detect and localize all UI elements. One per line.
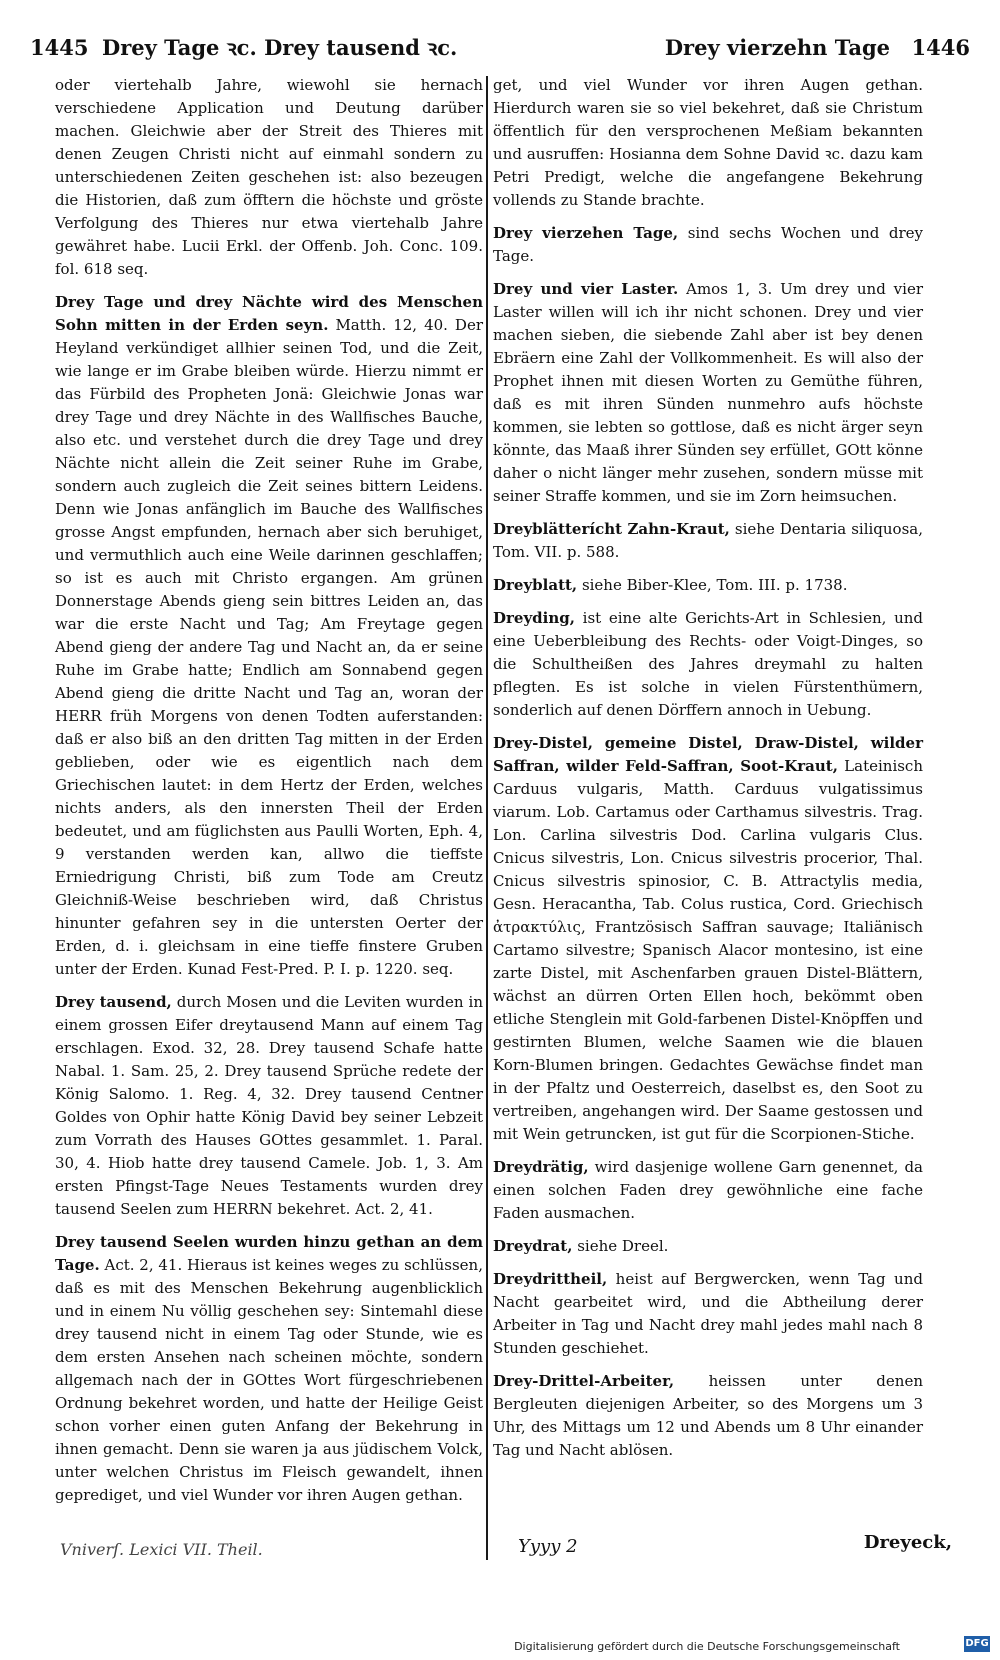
entry-text: durch Mosen und die Leviten wurden in einem grossen Eifer dreytausend Mann auf einem Tag erschlagen. Exod. 32, 28. Drey tausend Schafe hatte Nabal. 1. Sam. 25, 2. Drey tausend Sprüche redete der König Salomo. 1. Reg. 4, 32. Drey tausend Centner Goldes von Ophir hatte König David bey seiner Lebzeit zum Vorrath des Hauses GOttes gesammlet. 1. Paral. 30, 4. Hiob hatte drey tausend Camele. Job. 1, 3. Am ersten Pfingst-Tage Neues Testaments wurden drey tausend Seelen zum HERRN bekehret. Act. 2, 41. xyxy=(55,993,483,1218)
entry-text: heist auf Bergwercken, wenn Tag und Nacht gearbeitet wird, und die Abtheilung derer Arbeiter in Tag und Nacht drey mahl jedes mahl nach 8 Stunden geschiehet. xyxy=(493,1270,923,1357)
entry-text: heissen unter denen Bergleuten diejenigen Arbeiter, so des Morgens um 3 Uhr, des Mittags um 12 und Abends um 8 Uhr einander Tag und Nacht ablösen. xyxy=(493,1372,923,1459)
entry-text: siehe Biber-Klee, Tom. III. p. 1738. xyxy=(581,576,848,594)
entry-headword: Drey-Distel, gemeine Distel, Draw-Distel, wilder Saffran, wilder Feld-Saffran, Soot-Kraut, xyxy=(493,734,923,775)
entry xyxy=(493,1370,923,1462)
entry-text: wird dasjenige wollene Garn genennet, da einen solchen Faden drey gewöhnliche eine fache Faden ausmachen. xyxy=(493,1158,923,1222)
entry-headword: Dreyblätterícht Zahn-Kraut, xyxy=(493,520,730,538)
catchword: Dreyeck, xyxy=(863,1532,952,1553)
entry-headword: Drey tausend Seelen wurden hinzu gethan an dem Tage. xyxy=(55,1233,483,1274)
entry xyxy=(55,1231,483,1507)
entry-headword: Drey Tage und drey Nächte wird des Menschen Sohn mitten in der Erden seyn. xyxy=(55,293,483,334)
left-running-title: Drey Tage ꝛc. Drey tausend ꝛc. xyxy=(102,35,458,60)
volume-footer: Vniverſ. Lexici VII. Theil. xyxy=(60,1540,263,1559)
entry-text: Matth. 12, 40. Der Heyland verkündiget allhier seinen Tod, und die Zeit, wie lange er im Grabe bleiben würde. Hierzu nimmt er das Fürbild des Propheten Jonä: Gleichwie Jonas war drey Tage und drey Nächte in des Wallfisches Bauche, also etc. und verstehet durch die drey Tage und drey Nächte nicht allein die Zeit seiner Ruhe im Grabe, sondern auch zugleich die Zeit seines bittern Leidens. Denn wie Jonas anfänglich im Bauche des Wallfisches grosse Angst empfunden, hernach aber sich beruhiget, und vermuthlich auch eine Weile darinnen geschlaffen; so ist es auch mit Christo ergangen. Am grünen Donnerstage Abends gieng sein bittres Leiden an, das war die erste Nacht und Tag; Am Freytage gegen Abend gieng der andere Tag und Nacht an, da er seine Ruhe im Grabe hatte; Endlich am Sonnabend gegen Abend gieng die dritte Nacht und Tag an, woran der HERR früh Morgens von denen Todten auferstanden: daß er also biß an den dritten Tag mitten in der Erden geblieben, oder wie es eigentlich nach dem Griechischen lautet: in dem Hertz der Erden, welches nichts anders, als den innersten Theil der Erden bedeutet, und am füglichsten aus Paulli Worten, Eph. 4, 9 verstanden werden kan, allwo die tieffste Erniedrigung Christi, biß zum Tode am Creutz Gleichniß-Weise beschrieben wird, daß Christus hinunter gefahren sey in die untersten Oerter der Erden, d. i. gleichsam in eine tieffe finstere Gruben unter der Erden. Kunad Fest-Pred. P. I. p. 1220. seq. xyxy=(55,316,483,978)
entry xyxy=(493,1235,923,1258)
entry-text: sind sechs Wochen und drey Tage. xyxy=(493,224,923,265)
entry xyxy=(493,1156,923,1225)
entry xyxy=(493,518,923,564)
entry-headword: Dreyding, xyxy=(493,609,575,627)
entry-headword: Drey tausend, xyxy=(55,993,172,1011)
entry-text: Amos 1, 3. Um drey und vier Laster willen will ich ihr nicht schonen. Drey und vier machen sieben, die siebende Zahl aber ist bey denen Ebräern eine Zahl der Vollkommenheit. Es will also der Prophet ihnen mit diesen Worten zu Gemüthe führen, daß es mit ihren Sünden nunmehro aufs höchste kommen, sie lebten so gottlose, daß es nicht ärger seyn könnte, das Maaß ihrer Sünden sey erfüllet, GOtt könne daher o nicht länger mehr zusehen, sondern müsse mit seiner Straffe kommen, und sie im Zorn heimsuchen. xyxy=(493,280,923,505)
entry-headword: Dreydrat, xyxy=(493,1237,573,1255)
entry-headword: Drey vierzehen Tage, xyxy=(493,224,679,242)
entry xyxy=(493,1268,923,1360)
entry-text: oder viertehalb Jahre, wiewohl sie hernach verschiedene Application und Deutung darüber machen. Gleichwie aber der Streit des Thieres mit denen Zeugen Christi nicht auf einmahl sondern zu unterschiedenen Zeiten geschehen ist: also bezeugen die Historien, daß zum öfftern die höchste und gröste Verfolgung des Thieres nur etwa viertehalb Jahre gewähret habe. Lucii Erkl. der Offenb. Joh. Conc. 109. fol. 618 seq. xyxy=(55,76,483,278)
entry xyxy=(55,291,483,981)
dfg-logo: DFG xyxy=(964,1636,990,1652)
signature-mark: Yyyy 2 xyxy=(518,1536,578,1557)
column-divider xyxy=(486,76,488,1560)
entry-headword: Dreydrittheil, xyxy=(493,1270,608,1288)
entry xyxy=(55,74,483,281)
entry-headword: Drey-Drittel-Arbeiter, xyxy=(493,1372,675,1390)
entry-text: siehe Dreel. xyxy=(577,1237,669,1255)
left-column xyxy=(55,74,483,1517)
entry-text: Act. 2, 41. Hieraus ist keines weges zu schlüssen, daß es mit des Menschen Bekehrung augenblicklich und in einem Nu völlig geschehen sey: Sintemahl diese drey tausend nicht in einem Tag oder Stunde, wie es dem ersten Ansehen nach scheinen möchte, sondern allgemach nach der in GOttes Wort fürgeschriebenen Ordnung bekehret worden, und hatte der Heilige Geist schon vorher einen guten Anfang der Bekehrung in ihnen gemacht. Denn sie waren ja aus jüdischem Volck, unter welchen Christus im Fleisch gewandelt, ihnen geprediget, und viel Wunder vor ihren Augen gethan. xyxy=(55,1256,483,1504)
entry xyxy=(493,222,923,268)
entry-text: get, und viel Wunder vor ihren Augen gethan. Hierdurch waren sie so viel bekehret, daß sie Christum öffentlich für den versprochenen Meßiam bekannten und ausruffen: Hosianna dem Sohne David ꝛc. dazu kam Petri Predigt, welche die angefangene Bekehrung vollends zu Stande brachte. xyxy=(493,76,923,209)
entry xyxy=(493,607,923,722)
entry-headword: Drey und vier Laster. xyxy=(493,280,679,298)
entry-text: ist eine alte Gerichts-Art in Schlesien, und eine Ueberbleibung des Rechts- oder Voigt-Dinges, so die Schultheißen des Jahres dreymahl zu halten pflegten. Es ist solche in vielen Fürstenthümern, sonderlich auf denen Dörffern annoch in Uebung. xyxy=(493,609,923,719)
entry xyxy=(493,574,923,597)
right-column xyxy=(493,74,923,1472)
entry-headword: Dreyblatt, xyxy=(493,576,578,594)
right-running-title: Drey vierzehn Tage xyxy=(664,35,890,60)
entry-text: siehe Dentaria siliquosa, Tom. VII. p. 588. xyxy=(493,520,923,561)
digitization-credit: Digitalisierung gefördert durch die Deutsche Forschungsgemeinschaft xyxy=(514,1640,900,1653)
left-page-number: 1445 xyxy=(30,35,89,60)
entry xyxy=(493,732,923,1146)
entry xyxy=(493,74,923,212)
entry xyxy=(493,278,923,508)
entry xyxy=(55,991,483,1221)
running-header xyxy=(30,34,970,68)
right-page-number: 1446 xyxy=(911,35,970,60)
entry-headword: Dreydrätig, xyxy=(493,1158,589,1176)
entry-text: Lateinisch Carduus vulgaris, Matth. Carduus vulgatissimus viarum. Lob. Cartamus oder Carthamus silvestris. Trag. Lon. Carlina silvestris Dod. Carlina vulgaris Clus. Cnicus silvestris, Lon. Cnicus silvestris procerior, Thal. Cnicus silvestris spinosior, C. B. Attractylis media, Gesn. Heracantha, Tab. Colus rustica, Cord. Griechisch ἀτρακτύλις, Frantzösisch Saffran sauvage; Italiänisch Cartamo silvestre; Spanisch Alacor montesino, ist eine zarte Distel, mit Aschenfarben grauen Distel-Blättern, wächst an dürren Orten Ellen hoch, bekömmt oben etliche Stenglein mit Gold-farbenen Distel-Knöpffen und gestirnten Blumen, welche Saamen wie die blauen Korn-Blumen bringen. Gedachtes Gewächse findet man in der Pfaltz und Oesterreich, daselbst es, den Soot zu vertreiben, angehangen wird. Der Saame gestossen und mit Wein getruncken, ist gut für die Scorpionen-Stiche. xyxy=(493,757,923,1143)
